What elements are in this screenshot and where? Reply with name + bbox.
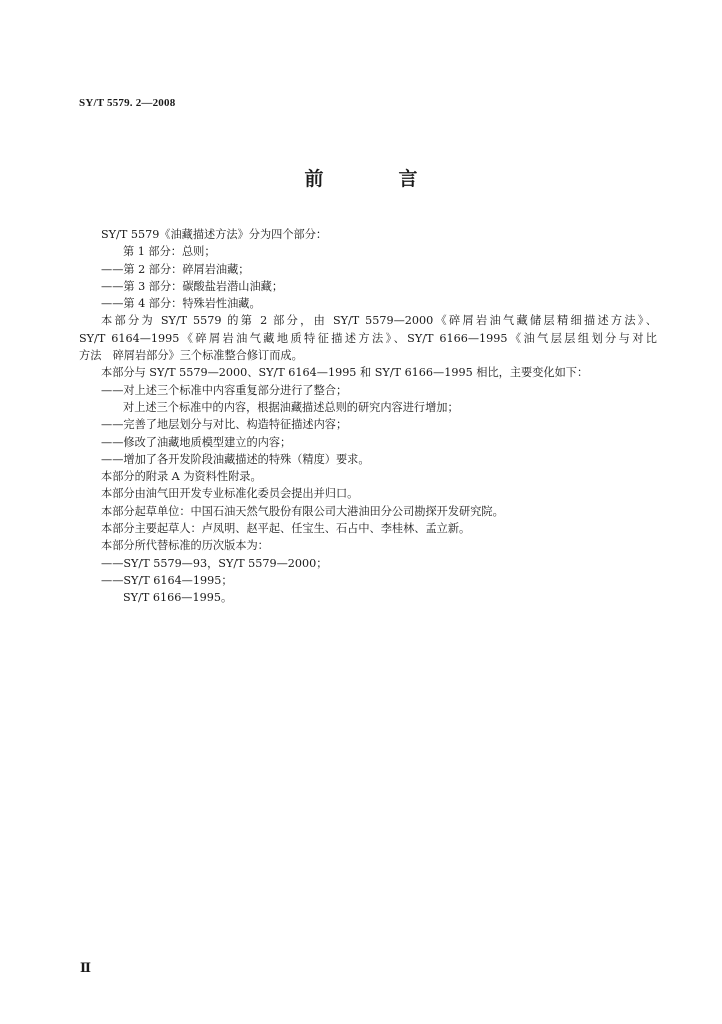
standard-code: SY/T 5579. 2—2008	[79, 97, 176, 109]
paragraph-line: ——增加了各开发阶段油藏描述的特殊（精度）要求。	[101, 452, 370, 466]
paragraph-line: 本部分主要起草人：卢凤明、赵平起、任宝生、石占中、李桂林、孟立新。	[101, 522, 471, 536]
paragraph-line: ——SY/T 5579—93，SY/T 5579—2000；	[101, 556, 328, 570]
page-number: Ⅱ	[80, 960, 91, 975]
paragraph-line: 本部分起草单位：中国石油天然气股份有限公司大港油田分公司勘探开发研究院。	[101, 504, 504, 518]
paragraph-line: ——第 4 部分：特殊岩性油藏。	[101, 297, 261, 311]
paragraph-line: ——第 2 部分：碎屑岩油藏；	[101, 262, 250, 276]
paragraph-line: 本部分所代替标准的历次版本为：	[101, 539, 269, 553]
paragraph-line: 对上述三个标准中的内容，根据油藏描述总则的研究内容进行增加；	[123, 400, 459, 414]
paragraph-line: 方法 碎屑岩部分》三个标准整合修订而成。	[79, 349, 303, 363]
paragraph-line: SY/T 5579《油藏描述方法》分为四个部分：	[101, 228, 328, 241]
paragraph-line: SY/T 6164—1995《碎屑岩油气藏地质特征描述方法》、SY/T 6166—1995《油气层层组划分与对比	[79, 331, 657, 345]
paragraph-line: ——SY/T 6164—1995；	[101, 573, 233, 587]
paragraph-line: 本部分由油气田开发专业标准化委员会提出并归口。	[101, 487, 359, 501]
page-title: 前 言	[304, 168, 446, 190]
paragraph-line: 本部分的附录 A 为资料性附录。	[101, 470, 262, 484]
paragraph-line: 第 1 部分：总则；	[123, 245, 216, 259]
paragraph-line: ——修改了油藏地质模型建立的内容；	[101, 435, 292, 449]
paragraph-line: 本部分为 SY/T 5579 的第 2 部分，由 SY/T 5579—2000《碎屑岩油气藏储层精细描述方法》、	[101, 314, 657, 328]
paragraph-line: 本部分与 SY/T 5579—2000、SY/T 6164—1995 和 SY/T 6166—1995 相比，主要变化如下：	[101, 366, 589, 380]
paragraph-line: ——第 3 部分：碳酸盐岩潜山油藏；	[101, 279, 284, 293]
paragraph-line: ——完善了地层划分与对比、构造特征描述内容；	[101, 418, 348, 432]
paragraph-line: ——对上述三个标准中内容重复部分进行了整合；	[101, 383, 348, 397]
document-body	[79, 226, 657, 607]
paragraph-line: SY/T 6166—1995。	[123, 591, 233, 605]
